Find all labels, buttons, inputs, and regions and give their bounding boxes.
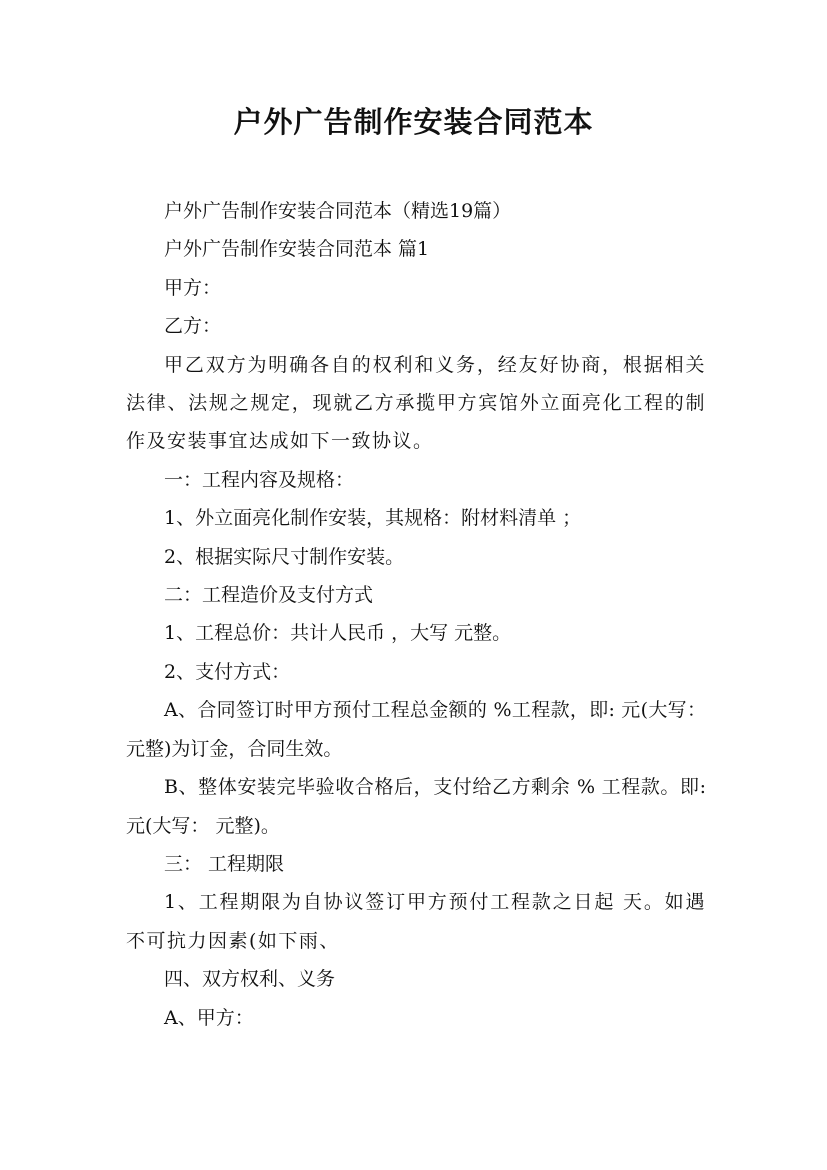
paragraph-clause-4-heading: 四、双方权利、义务 bbox=[164, 968, 336, 991]
paragraph-clause-2-1: 1、工程总价：共计人民币 ，大写 元整。 bbox=[164, 622, 512, 645]
paragraph-clause-2-a: A、合同签订时甲方预付工程总金额的 %工程款，即: 元(大写： 元整)为订金，合同生效。 bbox=[126, 699, 706, 760]
paragraph-clause-2-heading: 二：工程造价及支付方式 bbox=[164, 584, 374, 607]
paragraph-clause-1-1: 1、外立面亮化制作安装，其规格：附材料清单 ； bbox=[164, 507, 582, 530]
paragraph-subtitle: 户外广告制作安装合同范本（精选19篇） bbox=[164, 200, 512, 222]
paragraph-party-a: 甲方： bbox=[164, 276, 222, 299]
paragraph-clause-1-2: 2、根据实际尺寸制作安装。 bbox=[164, 545, 405, 568]
document-title: 户外广告制作安装合同范本 bbox=[233, 105, 594, 139]
paragraph-section-heading: 户外广告制作安装合同范本 篇1 bbox=[164, 238, 430, 261]
paragraph-party-b: 乙方： bbox=[164, 315, 222, 338]
paragraph-clause-2-b: B、整体安装完毕验收合格后，支付给乙方剩余 % 工程款。即: 元(大写： 元整)。 bbox=[126, 776, 706, 837]
paragraph-clause-3-heading: 三： 工程期限 bbox=[164, 852, 285, 875]
paragraph-preamble: 甲乙双方为明确各自的权利和义务，经友好协商，根据相关法律、法规之规定，现就乙方承揽甲方宾馆外立面亮化工程的制作及安装事宜达成如下一致协议。 bbox=[126, 353, 706, 453]
paragraph-clause-2-2: 2、支付方式： bbox=[164, 660, 291, 683]
paragraph-clause-4-a: A、甲方： bbox=[164, 1006, 254, 1029]
document-body bbox=[126, 192, 706, 1037]
paragraph-clause-3-1: 1、工程期限为自协议签订甲方预付工程款之日起 天。如遇不可抗力因素(如下雨、 bbox=[126, 891, 706, 952]
paragraph-clause-1-heading: 一：工程内容及规格： bbox=[164, 468, 355, 491]
